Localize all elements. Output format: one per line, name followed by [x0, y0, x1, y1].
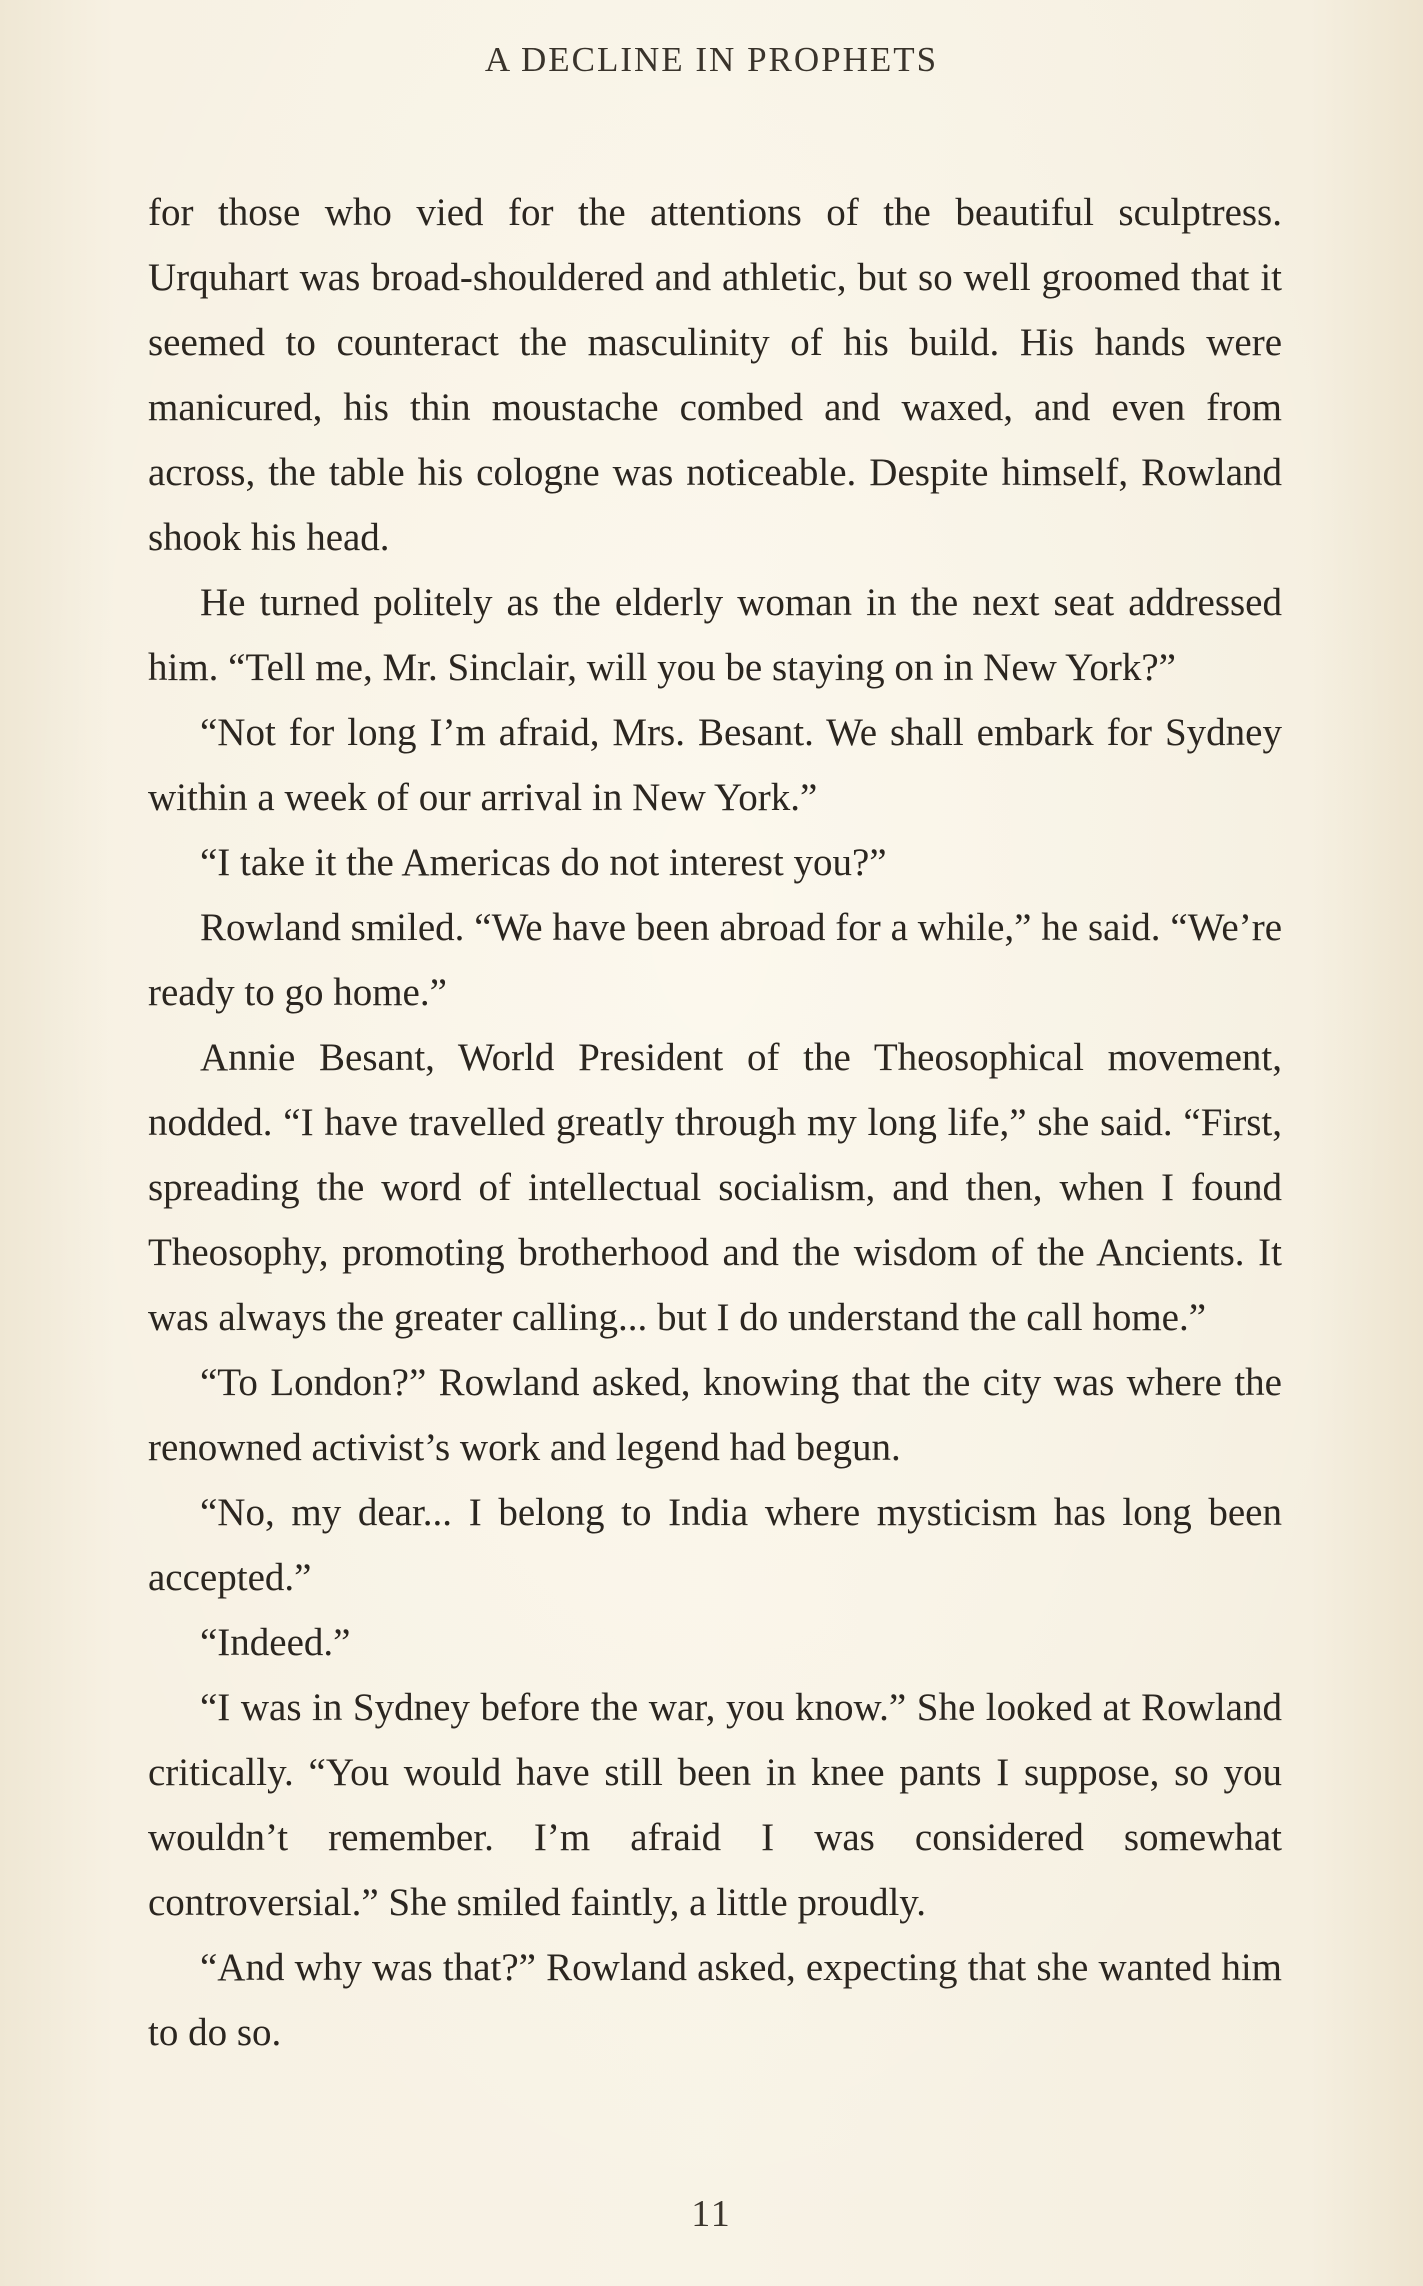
paragraph-5: Rowland smiled. “We have been abroad for a while,” he said. “We’re ready to go home.”	[148, 906, 1282, 1014]
running-head: A DECLINE IN PROPHETS	[484, 40, 939, 79]
paragraph-2: He turned politely as the elderly woman in the next seat addressed him. “Tell me, Mr. Sinclair, will you be staying on in New York?”	[148, 581, 1282, 689]
paragraph-8: “No, my dear... I belong to India where mysticism has long been accepted.”	[148, 1491, 1282, 1599]
paragraph-4: “I take it the Americas do not interest you?”	[200, 841, 887, 884]
body-text	[148, 180, 1282, 2065]
paragraph-9: “Indeed.”	[200, 1621, 351, 1664]
paragraph-3: “Not for long I’m afraid, Mrs. Besant. We shall embark for Sydney within a week of our arrival in New York.”	[148, 711, 1282, 819]
page-number: 11	[691, 2193, 732, 2235]
paragraph-10: “I was in Sydney before the war, you know.” She looked at Rowland critically. “You would have still been in knee pants I suppose, so you wouldn’t remember. I’m afraid I was considered somewhat controversial.” She smiled faintly, a little proudly.	[148, 1686, 1282, 1924]
paragraph-7: “To London?” Rowland asked, knowing that the city was where the renowned activist’s work and legend had begun.	[148, 1361, 1282, 1469]
paragraph-11: “And why was that?” Rowland asked, expecting that she wanted him to do so.	[148, 1946, 1282, 2054]
paragraph-6: Annie Besant, World President of the Theosophical movement, nodded. “I have travelled greatly through my long life,” she said. “First, spreading the word of intellectual socialism, and then, when I found Theosophy, promoting brotherhood and the wisdom of the Ancients. It was always the greater calling... but I do understand the call home.”	[148, 1036, 1282, 1339]
paragraph-1: for those who vied for the attentions of the beautiful sculptress. Urquhart was broad-shouldered and athletic, but so well groomed that it seemed to counteract the masculinity of his build. His hands were manicured, his thin moustache combed and waxed, and even from across, the table his cologne was noticeable. Despite himself, Rowland shook his head.	[148, 191, 1282, 559]
